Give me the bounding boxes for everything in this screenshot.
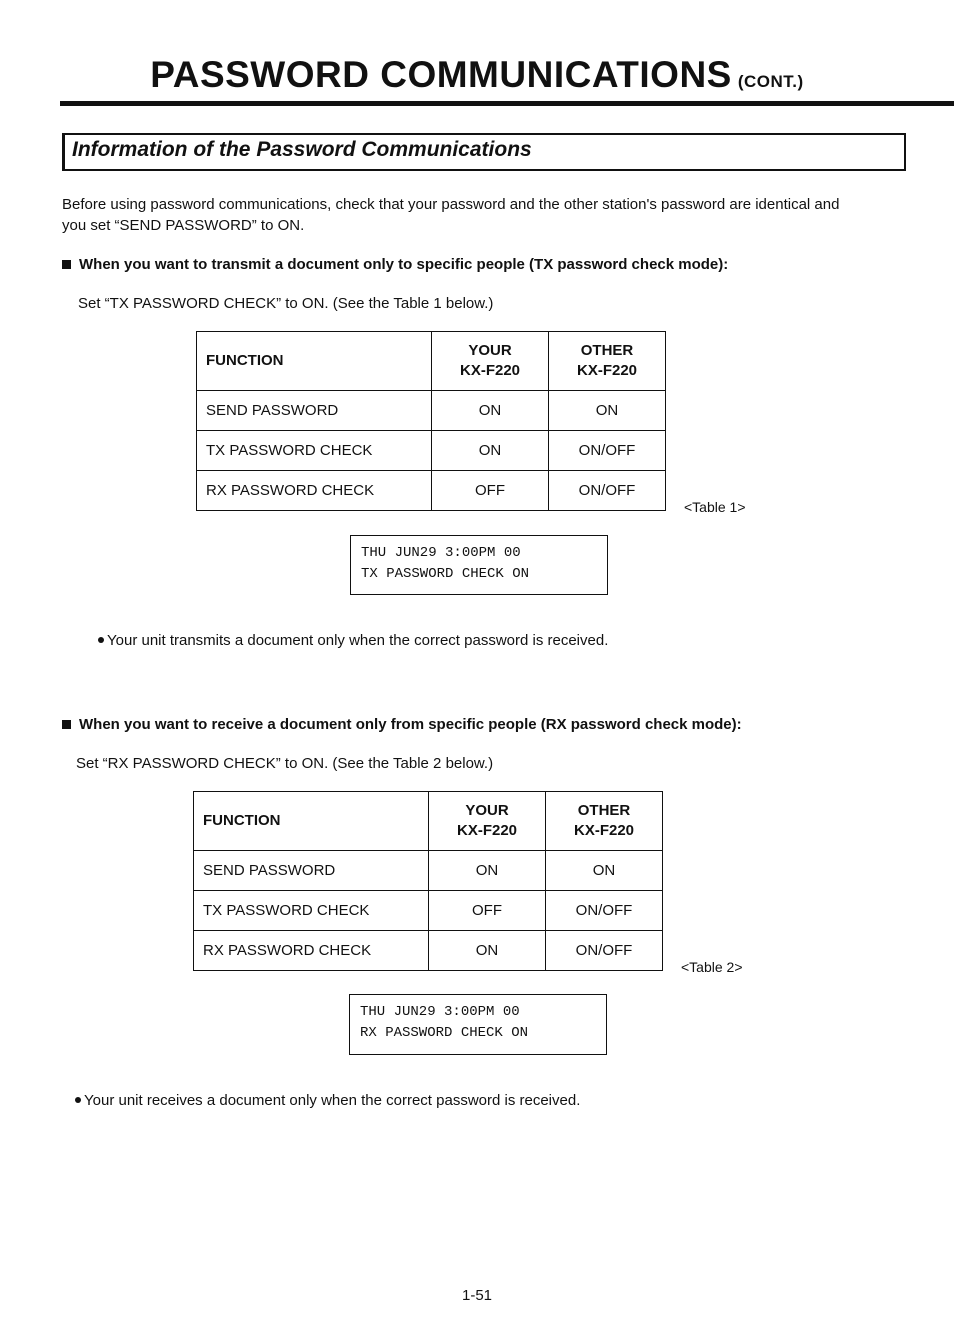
rx-mode-heading xyxy=(62,716,742,733)
lcd-line-2: TX PASSWORD CHECK ON xyxy=(361,566,530,582)
cell-your: ON xyxy=(429,931,546,971)
cell-your: ON xyxy=(432,391,549,431)
header-function: FUNCTION xyxy=(197,332,432,391)
table-row xyxy=(197,431,666,471)
rx-lcd-display xyxy=(349,994,607,1055)
cell-other: ON xyxy=(549,391,666,431)
cell-other: ON/OFF xyxy=(546,931,663,971)
square-bullet-icon xyxy=(62,720,71,729)
cell-function: SEND PASSWORD xyxy=(194,851,429,891)
cell-other: ON/OFF xyxy=(546,891,663,931)
table-row xyxy=(194,931,663,971)
cell-other: ON/OFF xyxy=(549,431,666,471)
lcd-line-1: THU JUN29 3:00PM 00 xyxy=(360,1004,520,1020)
table-row xyxy=(197,471,666,511)
lcd-line-2: RX PASSWORD CHECK ON xyxy=(360,1025,529,1041)
tx-lcd-display xyxy=(350,535,608,595)
page-number: 1-51 xyxy=(461,1287,493,1304)
cell-function: TX PASSWORD CHECK xyxy=(194,891,429,931)
cell-other: ON xyxy=(546,851,663,891)
section-title: Information of the Password Communications xyxy=(72,138,532,161)
cell-your: OFF xyxy=(429,891,546,931)
rx-mode-heading-text: When you want to receive a document only from specific people (RX password check mode): xyxy=(79,716,742,733)
tx-function-table xyxy=(196,331,666,511)
table-row xyxy=(194,851,663,891)
tx-note-text: Your unit transmits a document only when the correct password is received. xyxy=(107,632,609,649)
intro-paragraph xyxy=(62,194,902,236)
tx-mode-heading-text: When you want to transmit a document only to specific people (TX password check mode): xyxy=(79,256,729,273)
table-2-caption: <Table 2> xyxy=(681,959,743,975)
tx-note xyxy=(98,632,608,649)
header-other: OTHER KX-F220 xyxy=(549,332,666,391)
cell-function: RX PASSWORD CHECK xyxy=(197,471,432,511)
intro-line-1: Before using password communications, check that your password and the other station's password are identical and xyxy=(62,196,840,213)
cell-function: SEND PASSWORD xyxy=(197,391,432,431)
table-row xyxy=(194,891,663,931)
header-other: OTHER KX-F220 xyxy=(546,792,663,851)
bullet-dot-icon xyxy=(75,1097,81,1103)
cell-your: ON xyxy=(429,851,546,891)
table-1-caption: <Table 1> xyxy=(684,499,746,515)
page-title-text: PASSWORD COMMUNICATIONS xyxy=(150,54,732,95)
table-row xyxy=(197,391,666,431)
rx-mode-instruction: Set “RX PASSWORD CHECK” to ON. (See the Table 2 below.) xyxy=(76,755,494,772)
page-title xyxy=(0,54,954,96)
rx-note-text: Your unit receives a document only when the correct password is received. xyxy=(84,1092,581,1109)
rx-function-table xyxy=(193,791,663,971)
tx-mode-heading xyxy=(62,256,728,273)
cell-other: ON/OFF xyxy=(549,471,666,511)
cell-your: OFF xyxy=(432,471,549,511)
table-header-row xyxy=(194,792,663,851)
cell-function: TX PASSWORD CHECK xyxy=(197,431,432,471)
bullet-dot-icon xyxy=(98,637,104,643)
table-header-row xyxy=(197,332,666,391)
cell-your: ON xyxy=(432,431,549,471)
rx-note xyxy=(75,1092,580,1109)
lcd-line-1: THU JUN29 3:00PM 00 xyxy=(361,545,521,561)
cell-function: RX PASSWORD CHECK xyxy=(194,931,429,971)
title-rule xyxy=(60,101,954,106)
page-title-suffix: (CONT.) xyxy=(737,72,804,91)
tx-mode-instruction: Set “TX PASSWORD CHECK” to ON. (See the Table 1 below.) xyxy=(78,295,494,312)
intro-line-2: you set “SEND PASSWORD” to ON. xyxy=(62,217,305,234)
square-bullet-icon xyxy=(62,260,71,269)
header-your: YOUR KX-F220 xyxy=(429,792,546,851)
header-function: FUNCTION xyxy=(194,792,429,851)
header-your: YOUR KX-F220 xyxy=(432,332,549,391)
